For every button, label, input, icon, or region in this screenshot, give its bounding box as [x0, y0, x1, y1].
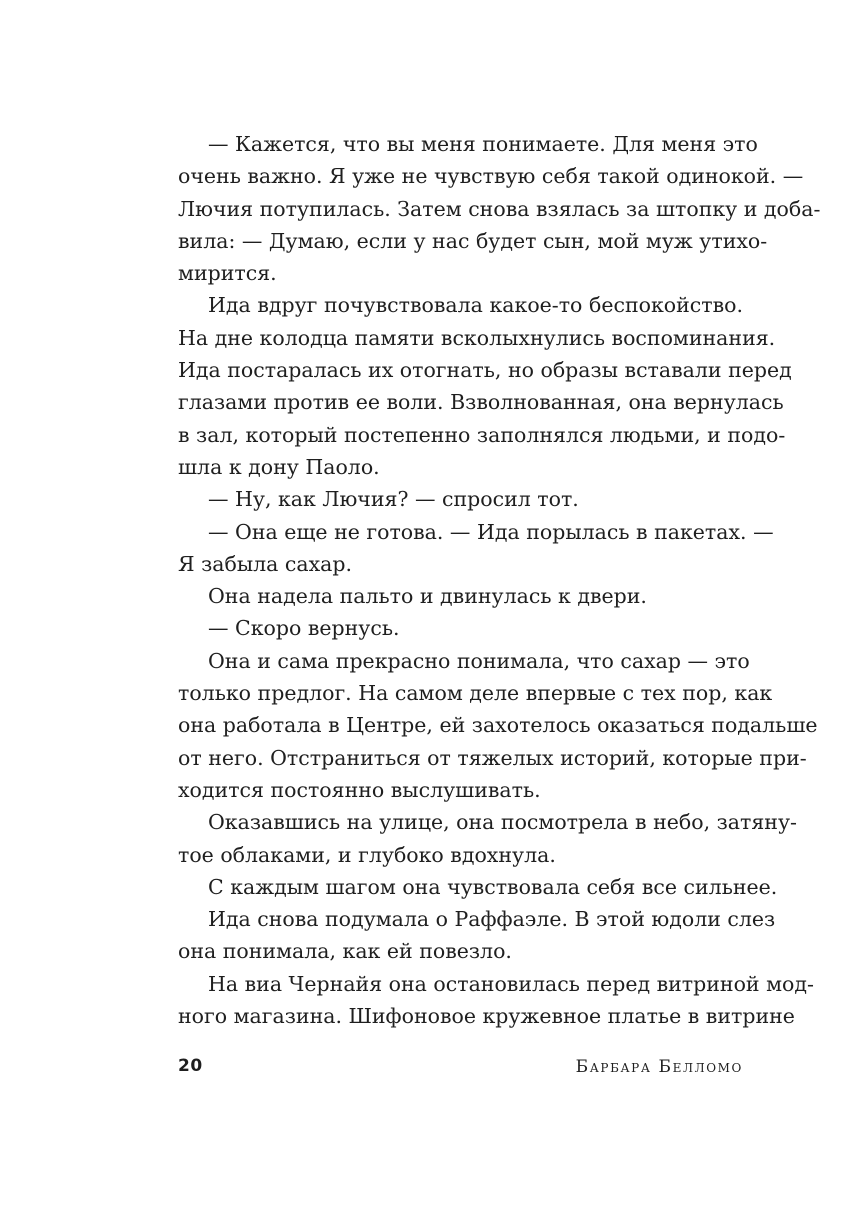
text-line: — Кажется, что вы меня понимаете. Для меня это: [208, 132, 758, 156]
text-line: Ида постаралась их отогнать, но образы вставали перед: [178, 358, 792, 383]
text-line: она работала в Центре, ей захотелось оказаться подальше: [178, 713, 818, 738]
text-line: в зал, который постепенно заполнялся людьми, и подо-: [178, 422, 786, 447]
body-text: [178, 128, 821, 1032]
text-line: Лючия потупилась. Затем снова взялась за штопку и доба-: [178, 196, 821, 221]
text-line: тое облаками, и глубоко вдохнула.: [178, 842, 556, 867]
text-line: вила: — Думаю, если у нас будет сын, мой муж утихо-: [178, 228, 768, 253]
text-line: С каждым шагом она чувствовала себя все сильнее.: [208, 874, 778, 899]
page-number: 20: [178, 1056, 203, 1076]
text-line: Она надела пальто и двинулась к двери.: [208, 584, 647, 609]
text-line: мирится.: [178, 261, 277, 286]
text-line: — Скоро вернусь.: [208, 616, 400, 641]
text-line: На дне колодца памяти всколыхнулись воспоминания.: [178, 325, 776, 350]
text-line: она понимала, как ей повезло.: [178, 939, 512, 964]
text-line: Ида снова подумала о Раффаэле. В этой юдоли слез: [208, 907, 776, 932]
text-line: Оказавшись на улице, она посмотрела в небо, затяну-: [208, 810, 797, 835]
text-line: глазами против ее воли. Взволнованная, она вернулась: [178, 390, 784, 415]
text-line: На виа Чернайя она остановилась перед витриной мод-: [208, 971, 814, 996]
running-head-author: Барбара Белломо: [575, 1057, 743, 1077]
text-line: Она и сама прекрасно понимала, что сахар — это: [208, 648, 750, 673]
text-line: — Ну, как Лючия? — спросил тот.: [208, 487, 579, 512]
text-line: от него. Отстраниться от тяжелых историй, которые при-: [178, 745, 807, 770]
text-line: только предлог. На самом деле впервые с тех пор, как: [178, 681, 773, 706]
text-line: ного магазина. Шифоновое кружевное платье в витрине: [178, 1004, 795, 1029]
text-line: ходится постоянно выслушивать.: [178, 777, 541, 802]
text-line: очень важно. Я уже не чувствую себя такой одинокой. —: [178, 164, 804, 189]
text-line: — Она еще не готова. — Ида порылась в пакетах. —: [208, 519, 774, 544]
text-line: шла к дону Паоло.: [178, 454, 380, 479]
text-line: Ида вдруг почувствовала какое-то беспокойство.: [208, 293, 743, 318]
text-line: Я забыла сахар.: [178, 551, 353, 576]
page-footer: [178, 1053, 743, 1083]
